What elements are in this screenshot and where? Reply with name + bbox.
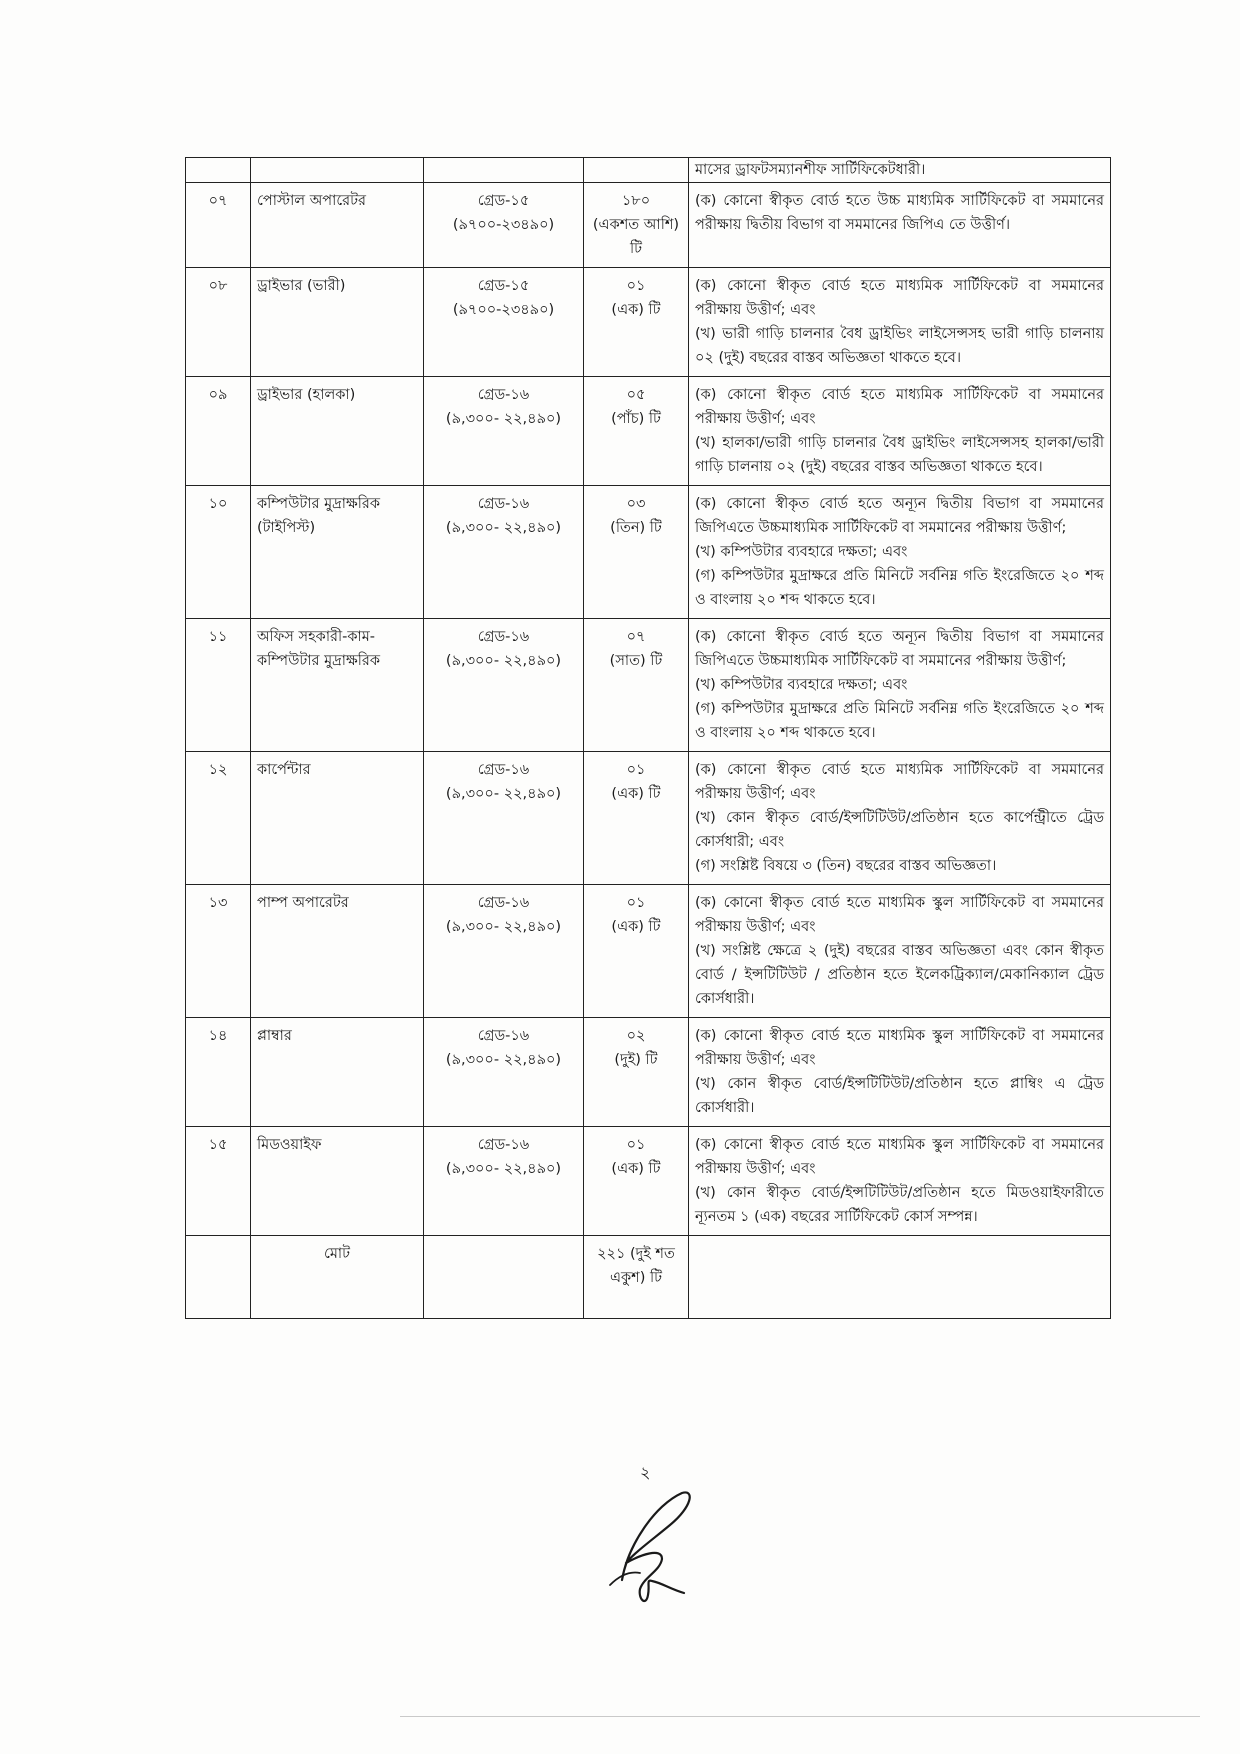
serial-number: ০৮ <box>186 268 251 377</box>
post-count-cell <box>584 1127 689 1236</box>
post-count-words: (তিন) টি <box>610 520 662 536</box>
grade-label: গ্রেড-১৬ <box>477 496 530 512</box>
qualification-cell <box>689 268 1111 377</box>
grade-cell <box>424 377 584 486</box>
total-label: মোট <box>251 1236 424 1319</box>
grade-label: গ্রেড-১৬ <box>477 629 530 645</box>
grade-label: গ্রেড-১৫ <box>477 193 530 209</box>
post-count-words: (এক) টি <box>611 302 661 318</box>
grade-cell <box>424 183 584 268</box>
carry-over-post <box>251 158 424 183</box>
post-count-cell <box>584 619 689 752</box>
pay-scale: (৯,৩০০- ২২,৪৯০) <box>445 653 562 669</box>
post-count-words: (দুই) টি <box>614 1052 658 1068</box>
table-row <box>186 885 1111 1018</box>
qualification-item: (খ) কোন স্বীকৃত বোর্ড/ইন্সটিটিউট/প্রতিষ্ঠান হতে কার্পেন্ট্রীতে ট্রেড কোর্সধারী; এবং <box>695 810 1104 850</box>
qualification-item: (খ) সংশ্লিষ্ট ক্ষেত্রে ২ (দুই) বছরের বাস্তব অভিজ্ঞতা এবং কোন স্বীকৃত বোর্ড / ইন্সটিটিউট / প্রতিষ্ঠান হতে ইলেকট্রিক্যাল/মেকানিক্যাল ট্রেড কোর্সধারী। <box>695 943 1104 1007</box>
pay-scale: (৯,৩০০- ২২,৪৯০) <box>445 1161 562 1177</box>
table-row <box>186 619 1111 752</box>
post-count-cell <box>584 752 689 885</box>
post-count-cell <box>584 268 689 377</box>
grade-label: গ্রেড-১৬ <box>477 895 530 911</box>
qualification-item: (ক) কোনো স্বীকৃত বোর্ড হতে অন্যূন দ্বিতীয় বিভাগ বা সমমানের জিপিএতে উচ্চমাধ্যমিক সার্টিফিকেট বা সমমানের পরীক্ষায় উত্তীর্ণ; <box>695 496 1104 536</box>
post-count: ০১ <box>626 762 646 778</box>
qualification-item: (ক) কোনো স্বীকৃত বোর্ড হতে মাধ্যমিক সার্টিফিকেট বা সমমানের পরীক্ষায় উত্তীর্ণ; এবং <box>695 278 1104 318</box>
carry-over-sl <box>186 158 251 183</box>
carry-over-count <box>584 158 689 183</box>
table-row <box>186 752 1111 885</box>
serial-number: ১০ <box>186 486 251 619</box>
qualification-item: (খ) ভারী গাড়ি চালনার বৈধ ড্রাইভিং লাইসেন্সসহ ভারী গাড়ি চালনায় ০২ (দুই) বছরের বাস্তব অভিজ্ঞতা থাকতে হবে। <box>695 326 1104 366</box>
total-row <box>186 1236 1111 1319</box>
post-count-words: (এক) টি <box>611 1161 661 1177</box>
post-count: ০৭ <box>626 629 646 645</box>
post-name: ড্রাইভার (ভারী) <box>251 268 424 377</box>
grade-label: গ্রেড-১৬ <box>477 1028 530 1044</box>
serial-number: ১২ <box>186 752 251 885</box>
table-row <box>186 268 1111 377</box>
post-name: মিডওয়াইফ <box>251 1127 424 1236</box>
qualification-item: (খ) কোন স্বীকৃত বোর্ড/ইন্সটিটিউট/প্রতিষ্ঠান হতে প্লাম্বিং এ ট্রেড কোর্সধারী। <box>695 1076 1104 1116</box>
grade-cell <box>424 268 584 377</box>
post-count: ০৩ <box>626 496 646 512</box>
qualification-item: (খ) হালকা/ভারী গাড়ি চালনার বৈধ ড্রাইভিং লাইসেন্সসহ হালকা/ভারী গাড়ি চালনায় ০২ (দুই) বছরের বাস্তব অভিজ্ঞতা থাকতে হবে। <box>695 435 1104 475</box>
pay-scale: (৯৭০০-২৩৪৯০) <box>452 302 555 318</box>
qualification-item: (ক) কোনো স্বীকৃত বোর্ড হতে মাধ্যমিক সার্টিফিকেট বা সমমানের পরীক্ষায় উত্তীর্ণ; এবং <box>695 762 1104 802</box>
total-qualification <box>689 1236 1111 1319</box>
carry-over-row <box>186 158 1111 183</box>
posts-table <box>185 157 1111 1319</box>
grade-cell <box>424 1018 584 1127</box>
grade-cell <box>424 885 584 1018</box>
total-grade <box>424 1236 584 1319</box>
qualification-item: (ক) কোনো স্বীকৃত বোর্ড হতে মাধ্যমিক স্কুল সার্টিফিকেট বা সমমানের পরীক্ষায় উত্তীর্ণ; এবং <box>695 1137 1104 1177</box>
post-count-words: (এক) টি <box>611 786 661 802</box>
serial-number: ০৭ <box>186 183 251 268</box>
qualification-cell <box>689 619 1111 752</box>
post-count: ০১ <box>626 278 646 294</box>
qualification-item: (খ) কোন স্বীকৃত বোর্ড/ইন্সটিটিউট/প্রতিষ্ঠান হতে মিডওয়াইফারীতে ন্যূনতম ১ (এক) বছরের সার্টিফিকেট কোর্স সম্পন্ন। <box>695 1185 1104 1225</box>
pay-scale: (৯,৩০০- ২২,৪৯০) <box>445 919 562 935</box>
post-count-cell <box>584 486 689 619</box>
post-name: অফিস সহকারী-কাম-কম্পিউটার মুদ্রাক্ষরিক <box>251 619 424 752</box>
post-count-cell <box>584 377 689 486</box>
post-count-words: (পাঁচ) টি <box>611 411 661 427</box>
post-count-words: (এক) টি <box>611 919 661 935</box>
post-count: ০১ <box>626 895 646 911</box>
post-count-cell <box>584 183 689 268</box>
qualification-cell <box>689 377 1111 486</box>
serial-number: ১১ <box>186 619 251 752</box>
table-row <box>186 183 1111 268</box>
post-count-words: (সাত) টি <box>609 653 663 669</box>
grade-cell <box>424 1127 584 1236</box>
serial-number: ০৯ <box>186 377 251 486</box>
serial-number: ১৪ <box>186 1018 251 1127</box>
post-count-cell <box>584 885 689 1018</box>
qualification-item: (ক) কোনো স্বীকৃত বোর্ড হতে মাধ্যমিক স্কুল সার্টিফিকেট বা সমমানের পরীক্ষায় উত্তীর্ণ; এবং <box>695 895 1104 935</box>
qualification-item: (খ) কম্পিউটার ব্যবহারে দক্ষতা; এবং <box>695 677 908 693</box>
post-count-cell <box>584 1018 689 1127</box>
qualification-item: (ক) কোনো স্বীকৃত বোর্ড হতে অন্যূন দ্বিতীয় বিভাগ বা সমমানের জিপিএতে উচ্চমাধ্যমিক সার্টিফিকেট বা সমমানের পরীক্ষায় উত্তীর্ণ; <box>695 629 1104 669</box>
post-count: ১৮০ <box>621 193 651 209</box>
table-row <box>186 486 1111 619</box>
qualification-item: (গ) সংশ্লিষ্ট বিষয়ে ৩ (তিন) বছরের বাস্তব অভিজ্ঞতা। <box>695 858 997 874</box>
qualification-item: (ক) কোনো স্বীকৃত বোর্ড হতে মাধ্যমিক স্কুল সার্টিফিকেট বা সমমানের পরীক্ষায় উত্তীর্ণ; এবং <box>695 1028 1104 1068</box>
grade-label: গ্রেড-১৬ <box>477 762 530 778</box>
carry-over-qualification: মাসের ড্রাফটসম্যানশীফ সার্টিফিকেটধারী। <box>689 158 1111 183</box>
post-count: ০৫ <box>626 387 646 403</box>
post-name: পোস্টাল অপারেটর <box>251 183 424 268</box>
qualification-item: (ক) কোনো স্বীকৃত বোর্ড হতে উচ্চ মাধ্যমিক সার্টিফিকেট বা সমমানের পরীক্ষায় দ্বিতীয় বিভাগ বা সমমানের জিপিএ তে উত্তীর্ণ। <box>695 193 1104 233</box>
qualification-item: (গ) কম্পিউটার মুদ্রাক্ষরে প্রতি মিনিটে সর্বনিম্ন গতি ইংরেজিতে ২০ শব্দ ও বাংলায় ২০ শব্দ থাকতে হবে। <box>695 701 1104 741</box>
bottom-edge-line <box>400 1716 1200 1717</box>
qualification-cell <box>689 1018 1111 1127</box>
qualification-cell <box>689 1127 1111 1236</box>
qualification-item: (খ) কম্পিউটার ব্যবহারে দক্ষতা; এবং <box>695 544 908 560</box>
qualification-cell <box>689 885 1111 1018</box>
page-number: ২ <box>640 1463 651 1482</box>
table-row <box>186 1018 1111 1127</box>
qualification-cell <box>689 486 1111 619</box>
posts-table-container <box>185 157 1110 1319</box>
grade-label: গ্রেড-১৬ <box>477 387 530 403</box>
pay-scale: (৯,৩০০- ২২,৪৯০) <box>445 411 562 427</box>
grade-label: গ্রেড-১৫ <box>477 278 530 294</box>
qualification-cell <box>689 752 1111 885</box>
grade-cell <box>424 619 584 752</box>
post-count: ০২ <box>626 1028 646 1044</box>
qualification-item: (গ) কম্পিউটার মুদ্রাক্ষরে প্রতি মিনিটে সর্বনিম্ন গতি ইংরেজিতে ২০ শব্দ ও বাংলায় ২০ শব্দ থাকতে হবে। <box>695 568 1104 608</box>
serial-number: ১৩ <box>186 885 251 1018</box>
post-name: কম্পিউটার মুদ্রাক্ষরিক (টাইপিস্ট) <box>251 486 424 619</box>
grade-label: গ্রেড-১৬ <box>477 1137 530 1153</box>
post-name: প্লাম্বার <box>251 1018 424 1127</box>
pay-scale: (৯,৩০০- ২২,৪৯০) <box>445 1052 562 1068</box>
post-name: ড্রাইভার (হালকা) <box>251 377 424 486</box>
post-count: ০১ <box>626 1137 646 1153</box>
grade-cell <box>424 752 584 885</box>
post-name: পাম্প অপারেটর <box>251 885 424 1018</box>
grade-cell <box>424 486 584 619</box>
table-row <box>186 1127 1111 1236</box>
qualification-cell <box>689 183 1111 268</box>
total-count: ২২১ (দুই শত একুশ) টি <box>584 1236 689 1319</box>
total-sl <box>186 1236 251 1319</box>
post-count-words: (একশত আশি) টি <box>592 217 680 257</box>
signature <box>600 1485 710 1615</box>
table-row <box>186 377 1111 486</box>
pay-scale: (৯,৩০০- ২২,৪৯০) <box>445 786 562 802</box>
qualification-item: (ক) কোনো স্বীকৃত বোর্ড হতে মাধ্যমিক সার্টিফিকেট বা সমমানের পরীক্ষায় উত্তীর্ণ; এবং <box>695 387 1104 427</box>
serial-number: ১৫ <box>186 1127 251 1236</box>
pay-scale: (৯,৩০০- ২২,৪৯০) <box>445 520 562 536</box>
carry-over-grade <box>424 158 584 183</box>
post-name: কার্পেন্টার <box>251 752 424 885</box>
pay-scale: (৯৭০০-২৩৪৯০) <box>452 217 555 233</box>
